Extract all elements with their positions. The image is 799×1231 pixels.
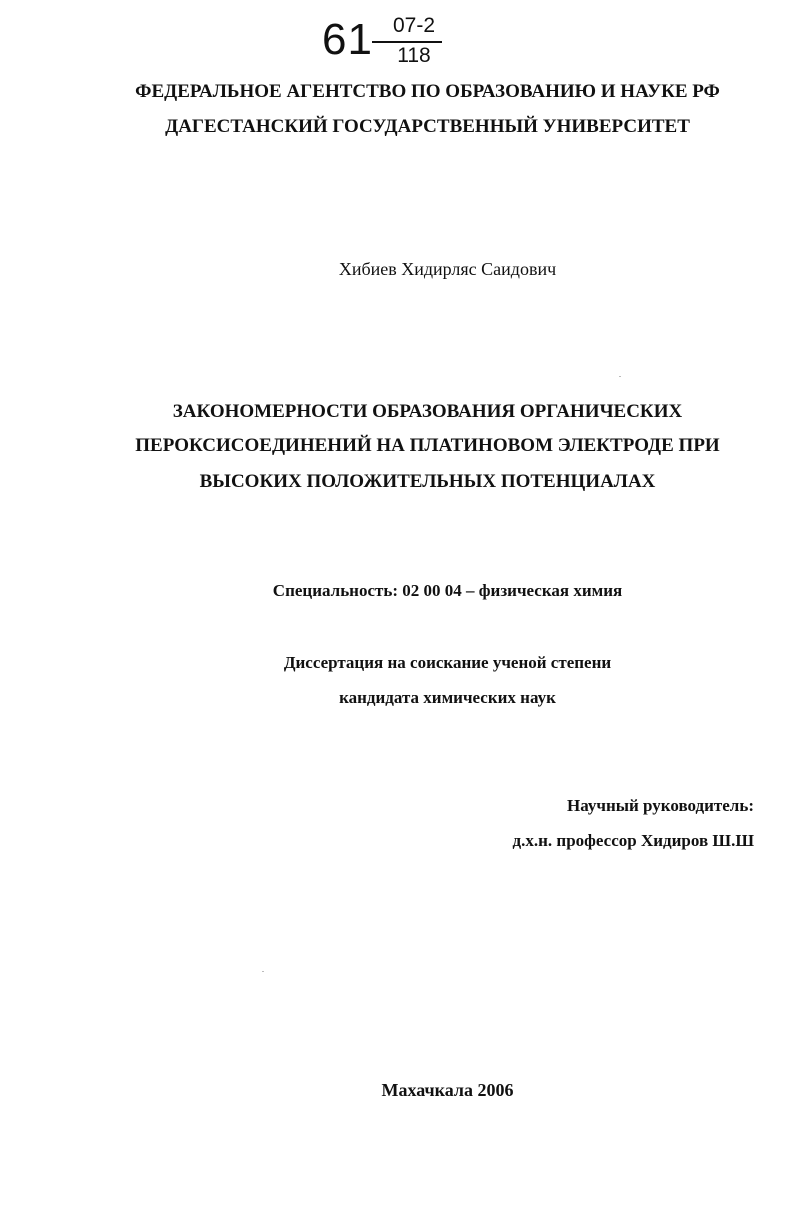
stamp-denominator: 118 — [397, 44, 431, 67]
supervisor-name: д.х.н. профессор Хидиров Ш.Ш — [512, 831, 754, 850]
thesis-title-line-3: ВЫСОКИХ ПОЛОЖИТЕЛЬНЫХ ПОТЕНЦИАЛАХ — [199, 471, 656, 492]
thesis-title-line-2: ПЕРОКСИСОЕДИНЕНИЙ НА ПЛАТИНОВОМ ЭЛЕКТРОДЕ ПРИ — [135, 435, 720, 456]
place-and-year: Махачкала 2006 — [381, 1080, 514, 1100]
specialty: Специальность: 02 00 04 – физическая химия — [272, 581, 623, 600]
supervisor-label: Научный руководитель: — [567, 796, 754, 815]
scan-speck — [619, 376, 621, 377]
stamp-numerator: 07-2 — [392, 14, 436, 37]
agency-name: ФЕДЕРАЛЬНОЕ АГЕНТСТВО ПО ОБРАЗОВАНИЮ И НАУКЕ РФ — [135, 81, 720, 102]
dissertation-line-2: кандидата химических наук — [339, 688, 556, 707]
scan-speck — [262, 971, 264, 972]
author-name: Хибиев Хидирляс Саидович — [338, 259, 557, 279]
thesis-title-line-1: ЗАКОНОМЕРНОСТИ ОБРАЗОВАНИЯ ОРГАНИЧЕСКИХ — [172, 401, 683, 422]
stamp-main-number: 61 — [322, 15, 373, 64]
university-name: ДАГЕСТАНСКИЙ ГОСУДАРСТВЕННЫЙ УНИВЕРСИТЕТ — [165, 116, 690, 137]
dissertation-line-1: Диссертация на соискание ученой степени — [283, 653, 612, 672]
library-stamp-code — [322, 14, 452, 70]
stamp-fraction-bar — [372, 41, 442, 43]
